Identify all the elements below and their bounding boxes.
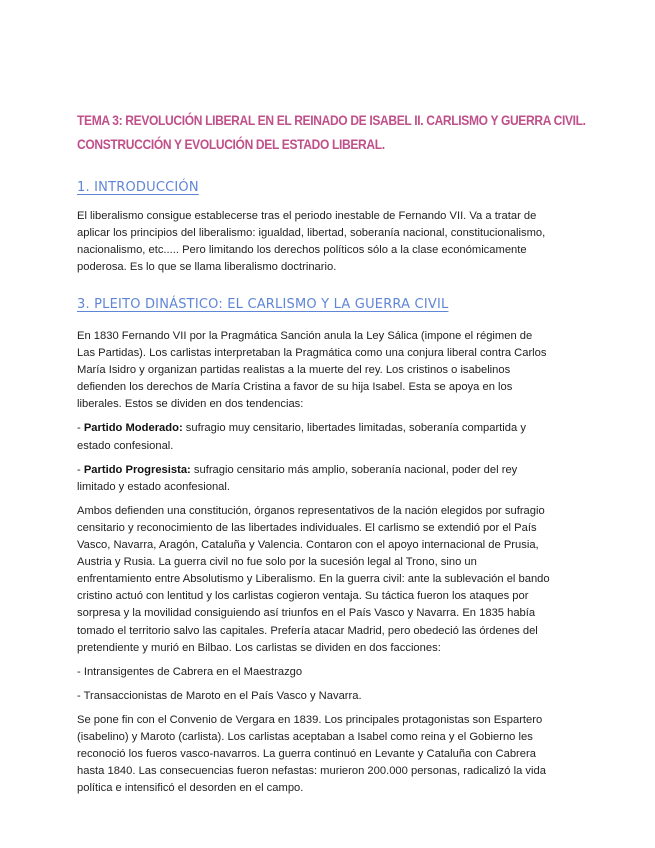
section-introduccion-paragraph bbox=[77, 208, 577, 276]
text-line: censitario y reconocimiento de las libertades individuales. El carlismo se extendió por el País bbox=[77, 521, 537, 534]
text-line: Las Partidas). Los carlistas interpretaban la Pragmática como una conjura liberal contra Carlos bbox=[77, 347, 547, 360]
text-line: estado confesional. bbox=[77, 439, 174, 452]
list-item-partido-progresista: - Partido Progresista: sufragio censitario más amplio, soberanía nacional, poder del rey bbox=[77, 463, 518, 476]
partido-moderado-label: Partido Moderado: bbox=[83, 422, 183, 435]
section-heading-pleito-dinastico: 3. PLEITO DINÁSTICO: EL CARLISMO Y LA GUERRA CIVIL bbox=[77, 297, 449, 312]
text-line: enfrentamiento entre Absolutismo y Liberalismo. En la guerra civil: ante la sublevación el bando bbox=[77, 573, 550, 586]
title-line-1: TEMA 3: REVOLUCIÓN LIBERAL EN EL REINADO DE ISABEL II. CARLISMO Y GUERRA CIVIL. bbox=[77, 112, 586, 128]
text-line: defienden los derechos de María Cristina a favor de su hija Isabel. Esta se apoya en los bbox=[77, 381, 513, 394]
text-line: cristino actuó con lentitud y los carlistas cogieron ventaja. Su táctica fueron los ataques por bbox=[77, 590, 529, 603]
text-line: (isabelino) y Maroto (carlista). Los carlistas aceptaban a Isabel como reina y el Gobierno les bbox=[77, 730, 533, 743]
text-line: nacionalismo, etc..... Pero limitando los derechos políticos sólo a la clase económicamente bbox=[77, 244, 527, 257]
partido-progresista-label: Partido Progresista: bbox=[83, 463, 191, 476]
text-line: María Isidro y organizan partidas realistas a la muerte del rey. Los cristinos o isabelinos bbox=[77, 364, 511, 377]
text-line: Austria y Rusia. La guerra civil no fue solo por la sucesión legal al Trono, sino un bbox=[77, 556, 477, 569]
text-line: Vasco, Navarra, Aragón, Cataluña y Valencia. Contaron con el apoyo internacional de Prusia, bbox=[77, 539, 539, 552]
text-line: limitado y estado aconfesional. bbox=[77, 480, 230, 493]
text-line: liberales. Estos se dividen en dos tendencias: bbox=[77, 398, 304, 411]
list-item-partido-moderado: - Partido Moderado: sufragio muy censitario, libertades limitadas, soberanía compartida y bbox=[77, 422, 526, 435]
section-pleito-body bbox=[77, 328, 577, 797]
text-line: política e intensificó el desorden en el campo. bbox=[77, 782, 304, 795]
text-line: Se pone fin con el Convenio de Vergara en 1839. Los principales protagonistas son Espartero bbox=[77, 713, 543, 726]
text-line: sorpresa y la movilidad consiguiendo así triunfos en el País Vasco y Navarra. En 1835 había bbox=[77, 607, 536, 620]
title-line-2: CONSTRUCCIÓN Y EVOLUCIÓN DEL ESTADO LIBERAL. bbox=[77, 136, 385, 152]
text-line: poderosa. Es lo que se llama liberalismo doctrinario. bbox=[77, 261, 337, 274]
text-line: tomado el territorio salvo las capitales. Prefería atacar Madrid, pero obedeció las órdenes del bbox=[77, 624, 538, 637]
text-line: pretendiente y murió en Bilbao. Los carlistas se dividen en dos facciones: bbox=[77, 641, 441, 654]
text-line: Ambos defienden una constitución, órganos representativos de la nación elegidos por sufragio bbox=[77, 504, 545, 517]
text-line: reconoció los fueros vasco-navarros. La guerra continuó en Levante y Cataluña con Cabrera bbox=[77, 748, 536, 761]
text-line: aplicar los principios del liberalismo: igualdad, libertad, soberanía nacional, constitucionalismo, bbox=[77, 227, 546, 240]
list-item-faction-maroto: - Transaccionistas de Maroto en el País Vasco y Navarra. bbox=[77, 689, 362, 702]
text-line: hasta 1840. Las consecuencias fueron nefastas: murieron 200.000 personas, radicalizó la vida bbox=[77, 765, 546, 778]
section-heading-introduccion: 1. INTRODUCCIÓN bbox=[77, 180, 199, 195]
document-title bbox=[77, 108, 586, 156]
list-item-faction-cabrera: - Intransigentes de Cabrera en el Maestrazgo bbox=[77, 665, 303, 678]
text-line: En 1830 Fernando VII por la Pragmática Sanción anula la Ley Sálica (impone el régimen de bbox=[77, 330, 533, 342]
text-line: El liberalismo consigue establecerse tras el periodo inestable de Fernando VII. Va a tratar de bbox=[77, 210, 537, 222]
